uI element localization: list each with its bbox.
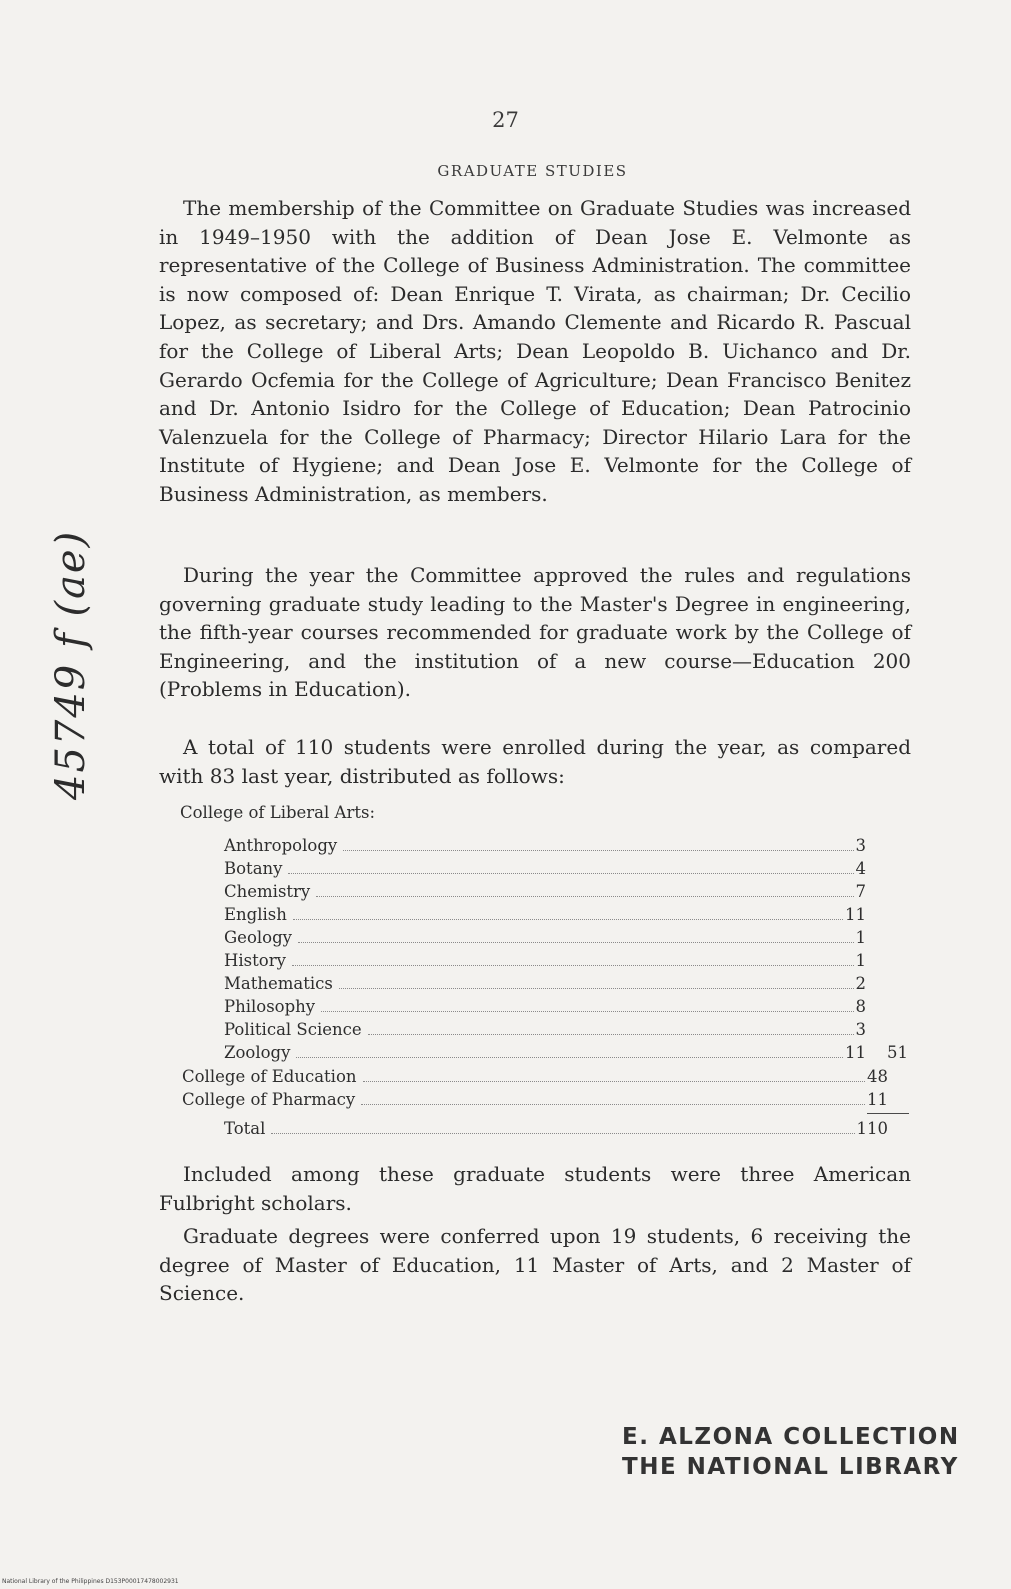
row-label: College of Education bbox=[182, 1067, 357, 1086]
row-count: 11 bbox=[867, 1090, 888, 1109]
table-row bbox=[224, 859, 866, 881]
row-label: Zoology bbox=[224, 1043, 291, 1062]
dot-leader bbox=[296, 1057, 843, 1058]
paragraph-text: Graduate degrees were conferred upon 19 students, 6 receiving the degree of Master of Education, 11 Master of Arts, and 2 Master of Science. bbox=[159, 1224, 911, 1306]
collection-stamp bbox=[622, 1422, 960, 1482]
table-row bbox=[182, 1067, 888, 1089]
dot-leader bbox=[343, 850, 853, 851]
row-count: 8 bbox=[855, 997, 866, 1016]
table-row bbox=[224, 997, 866, 1019]
dot-leader bbox=[368, 1034, 854, 1035]
row-count: 1 bbox=[855, 928, 866, 947]
section-title: GRADUATE STUDIES bbox=[437, 162, 628, 180]
stamp-line-2: THE NATIONAL LIBRARY bbox=[622, 1454, 959, 1480]
paragraph-text: The membership of the Committee on Graduate Studies was increased in 1949–1950 with the addition of Dean Jose E. Velmonte as representative of the College of Business Administration. The committee is now composed of: Dean Enrique T. Virata, as chairman; Dr. Cecilio Lopez, as secretary; and Drs. Amando Clemente and Ricardo R. Pascual for the College of Liberal Arts; Dean Leopoldo B. Uichanco and Dr. Gerardo Ocfemia for the College of Agriculture; Dean Francisco Benitez and Dr. Antonio Isidro for the College of Education; Dean Patrocinio Valenzuela for the College of Pharmacy; Director Hilario Lara for the Institute of Hygiene; and Dean Jose E. Velmonte for the College of Business Administration, as members. bbox=[159, 196, 911, 506]
table-row bbox=[224, 974, 866, 996]
row-label: Anthropology bbox=[224, 836, 338, 855]
row-count: 1 bbox=[855, 951, 866, 970]
row-label: Botany bbox=[224, 859, 283, 878]
dot-leader bbox=[316, 896, 853, 897]
total-count: 110 bbox=[856, 1119, 888, 1138]
row-count: 7 bbox=[855, 882, 866, 901]
dot-leader bbox=[361, 1104, 865, 1105]
row-count: 3 bbox=[855, 836, 866, 855]
dot-leader bbox=[339, 988, 854, 989]
paragraph-text: A total of 110 students were enrolled during the year, as compared with 83 last year, distributed as follows: bbox=[159, 735, 911, 788]
paragraph-degrees-conferred bbox=[159, 1222, 911, 1308]
row-count: 11 bbox=[845, 905, 866, 924]
total-row bbox=[224, 1119, 888, 1141]
table-row bbox=[224, 1020, 866, 1042]
row-label: Mathematics bbox=[224, 974, 333, 993]
paragraph-text: During the year the Committee approved the rules and regulations governing graduate study leading to the Master's Degree in engineering, the fifth-year courses recommended for graduate work by the College of Engineering, and the institution of a new course—Education 200 (Problems in Education). bbox=[159, 563, 911, 702]
paragraph-text: Included among these graduate students were three American Fulbright scholars. bbox=[159, 1162, 911, 1215]
dot-leader bbox=[298, 942, 854, 943]
row-label: History bbox=[224, 951, 286, 970]
total-rule bbox=[867, 1113, 909, 1114]
row-count: 4 bbox=[855, 859, 866, 878]
row-label: English bbox=[224, 905, 287, 924]
table-row bbox=[224, 951, 866, 973]
dot-leader bbox=[288, 873, 853, 874]
footer-credit: National Library of the Philippines D153P00017478002931 bbox=[2, 1578, 179, 1585]
handwritten-call-number: 45749 f (ae) bbox=[48, 529, 94, 800]
row-count: 48 bbox=[867, 1067, 888, 1086]
row-label: Geology bbox=[224, 928, 292, 947]
dot-leader bbox=[292, 965, 854, 966]
table-row bbox=[224, 836, 866, 858]
table-row bbox=[182, 1090, 888, 1112]
row-label: College of Pharmacy bbox=[182, 1090, 356, 1109]
table-row bbox=[224, 928, 866, 950]
liberal-arts-subtotal: 51 bbox=[887, 1043, 908, 1062]
table-header-liberal-arts: College of Liberal Arts: bbox=[180, 803, 376, 822]
table-row bbox=[224, 882, 866, 904]
row-label: Philosophy bbox=[224, 997, 316, 1016]
dot-leader bbox=[363, 1081, 865, 1082]
paragraph-enrollment-total bbox=[159, 733, 911, 790]
row-count: 3 bbox=[855, 1020, 866, 1039]
paragraph-fulbright bbox=[159, 1160, 911, 1217]
row-count: 11 bbox=[845, 1043, 866, 1062]
row-label: Political Science bbox=[224, 1020, 362, 1039]
table-row bbox=[224, 905, 866, 927]
total-label: Total bbox=[224, 1119, 266, 1138]
row-count: 2 bbox=[855, 974, 866, 993]
paragraph-rules-approved bbox=[159, 561, 911, 704]
page-number: 27 bbox=[492, 108, 519, 132]
dot-leader bbox=[271, 1133, 854, 1134]
table-row bbox=[224, 1043, 866, 1065]
stamp-line-1: E. ALZONA COLLECTION bbox=[622, 1424, 960, 1450]
row-label: Chemistry bbox=[224, 882, 311, 901]
dot-leader bbox=[293, 919, 843, 920]
dot-leader bbox=[321, 1011, 853, 1012]
paragraph-committee-membership bbox=[159, 194, 911, 509]
